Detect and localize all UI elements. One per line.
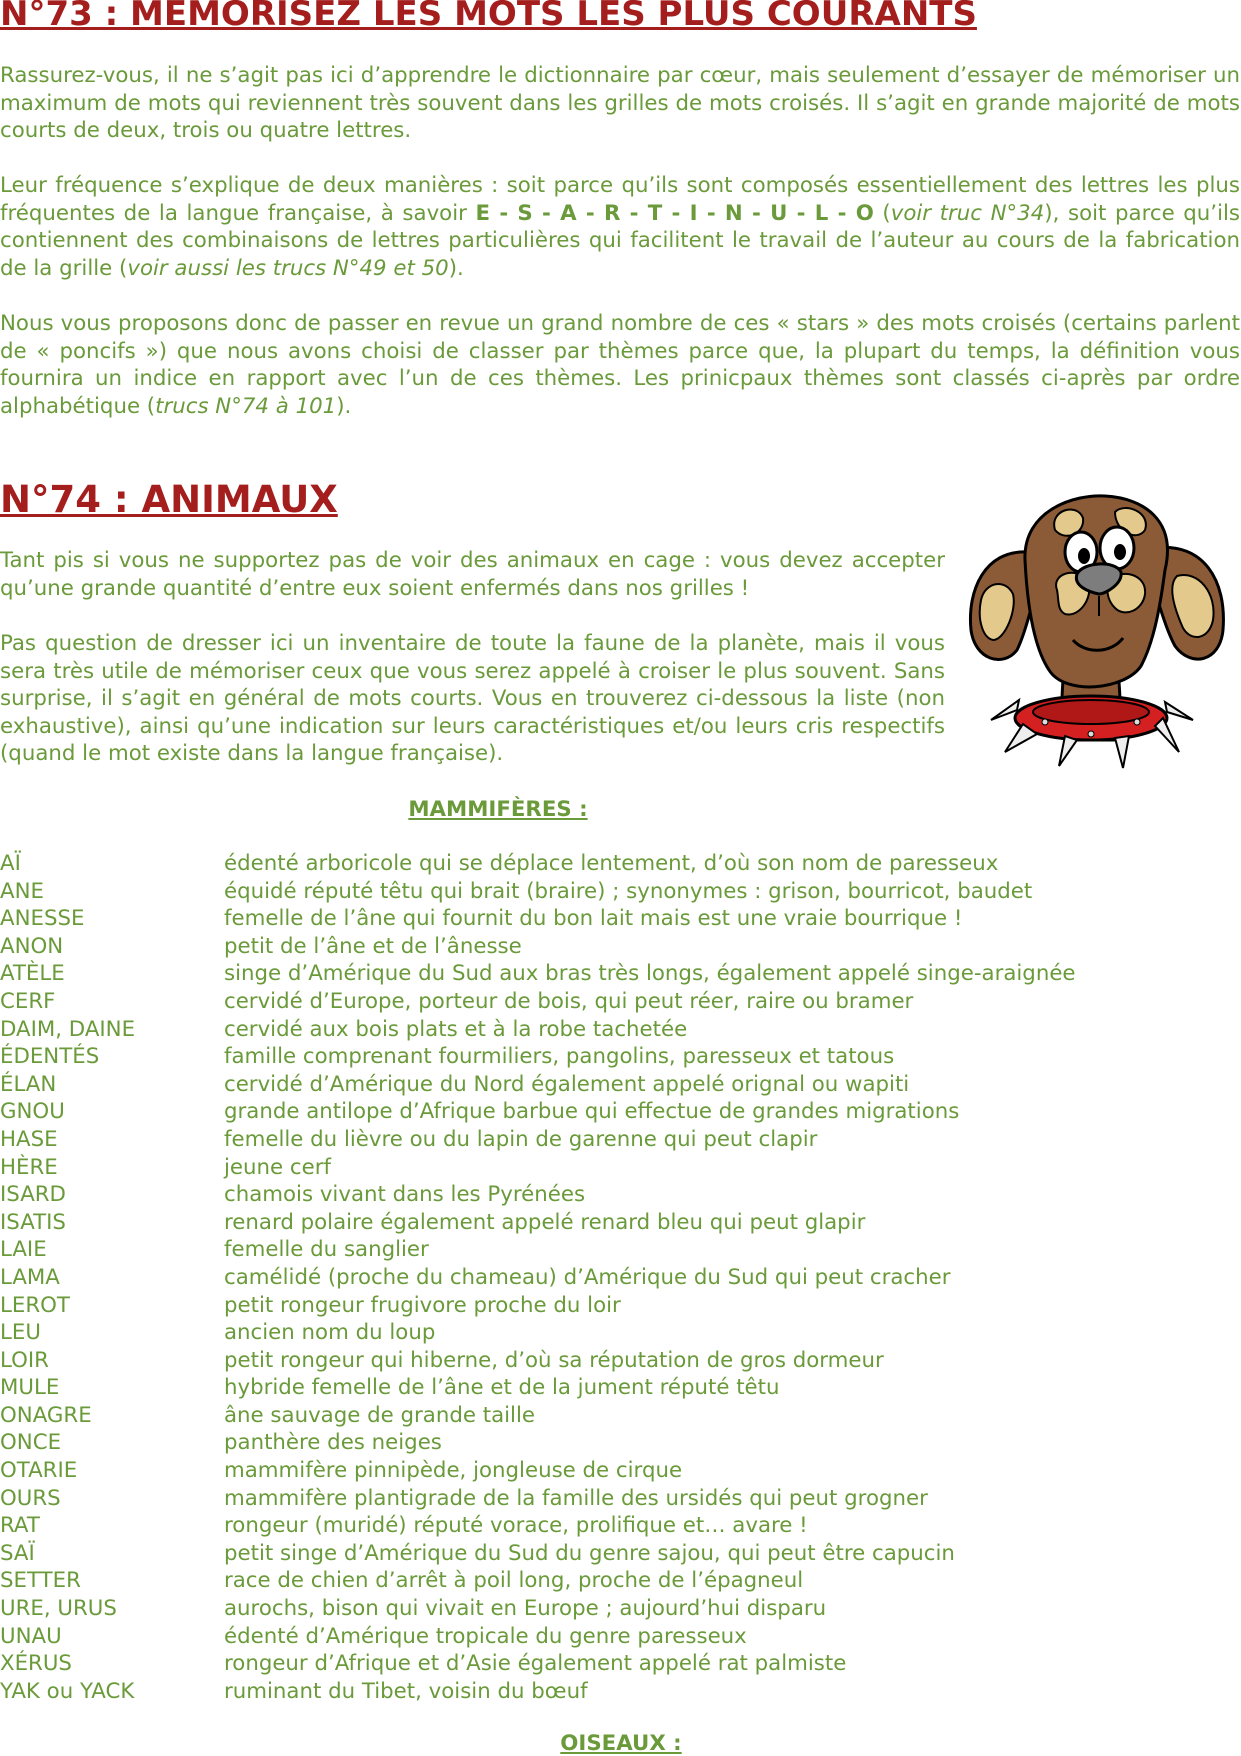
- paragraph-animals-1: Tant pis si vous ne supportez pas de voir des animaux en cage : vous devez accepter qu’une grande quantité d’entre eux soient enfermés dans nos grilles !: [0, 548, 945, 601]
- list-item: [0, 1429, 1240, 1457]
- animal-term: ANON: [0, 933, 64, 959]
- collar-stud: [1042, 719, 1048, 725]
- animal-definition: équidé réputé têtu qui brait (braire) ; synonymes : grison, bourricot, baudet: [224, 878, 1033, 904]
- animal-term: LEROT: [0, 1292, 70, 1318]
- animal-term: DAIM, DAINE: [0, 1016, 136, 1042]
- animal-term: ONAGRE: [0, 1402, 92, 1428]
- animal-term: XÉRUS: [0, 1651, 72, 1677]
- animal-term: LEU: [0, 1320, 41, 1346]
- animal-definition: camélidé (proche du chameau) d’Amérique du Sud qui peut cracher: [224, 1264, 951, 1290]
- list-item: [0, 1126, 1240, 1154]
- list-item: [0, 1098, 1240, 1126]
- animal-term: SETTER: [0, 1568, 81, 1594]
- animal-definition: rongeur d’Afrique et d’Asie également appelé rat palmiste: [224, 1651, 847, 1677]
- collar-spike: [1059, 736, 1077, 766]
- heading-birds: OISEAUX :: [560, 1731, 682, 1756]
- animal-definition: ancien nom du loup: [224, 1320, 436, 1346]
- animal-term: ISARD: [0, 1182, 66, 1208]
- list-item: [0, 1512, 1240, 1540]
- animal-definition: singe d’Amérique du Sud aux bras très longs, également appelé singe-araignée: [224, 961, 1076, 987]
- reference-trick-34: voir truc N°34: [890, 200, 1045, 226]
- animal-definition: panthère des neiges: [224, 1430, 442, 1456]
- text: ), soit parce qu’ils contiennent des combinaisons de lettres particulières qui facilitent le travail de l’auteur au cours de la fabrication de la grille (: [0, 200, 1241, 281]
- paragraph-intro-1: Rassurez-vous, il ne s’agit pas ici d’apprendre le dictionnaire par cœur, mais seulement d’essayer de mémoriser un maximum de mots qui reviennent très souvent dans les grilles de mots croisés. Il s’agit en grande majorité de mots courts de deux, trois ou quatre lettres.: [0, 63, 1240, 144]
- animal-definition: cervidé d’Europe, porteur de bois, qui peut réer, raire ou bramer: [224, 988, 914, 1014]
- dog-collar-inner: [1033, 700, 1149, 724]
- list-item: [0, 933, 1240, 961]
- animal-definition: édenté d’Amérique tropicale du genre paresseux: [224, 1623, 747, 1649]
- reference-tricks-74-101: trucs N°74 à 101: [155, 393, 337, 419]
- list-item: [0, 1071, 1240, 1099]
- animal-term: RAT: [0, 1513, 40, 1539]
- reference-tricks-49-50: voir aussi les trucs N°49 et 50: [127, 255, 449, 281]
- animal-definition: cervidé aux bois plats et à la robe tachetée: [224, 1016, 688, 1042]
- animal-definition: chamois vivant dans les Pyrénées: [224, 1182, 586, 1208]
- list-item: [0, 850, 1240, 878]
- animal-term: CERF: [0, 988, 56, 1014]
- list-item: [0, 1016, 1240, 1044]
- animal-definition: femelle de l’âne qui fournit du bon lait mais est une vraie bourrique !: [224, 906, 963, 932]
- list-item: [0, 1457, 1240, 1485]
- animal-term: HÈRE: [0, 1154, 58, 1180]
- list-item: [0, 1264, 1240, 1292]
- animal-term: URE, URUS: [0, 1596, 117, 1622]
- animal-term: ONCE: [0, 1430, 62, 1456]
- animal-definition: aurochs, bison qui vivait en Europe ; aujourd’hui disparu: [224, 1596, 827, 1622]
- animal-definition: édenté arboricole qui se déplace lentement, d’où son nom de paresseux: [224, 851, 999, 876]
- list-item: [0, 1292, 1240, 1320]
- animal-term: ANESSE: [0, 906, 85, 932]
- animal-definition: petit rongeur frugivore proche du loir: [224, 1292, 621, 1318]
- animal-term: ÉLAN: [0, 1071, 57, 1097]
- animal-definition: grande antilope d’Afrique barbue qui effectue de grandes migrations: [224, 1099, 960, 1125]
- animal-definition: rongeur (muridé) réputé vorace, prolifique et… avare !: [224, 1513, 808, 1539]
- frequent-letters: E - S - A - R - T - I - N - U - L - O: [475, 200, 874, 226]
- collar-stud: [1134, 719, 1140, 725]
- animal-term: OTARIE: [0, 1458, 78, 1484]
- animal-term: ATÈLE: [0, 961, 65, 987]
- animal-term: LAIE: [0, 1237, 47, 1263]
- list-item: [0, 988, 1240, 1016]
- dog-pupil: [1078, 548, 1090, 564]
- list-item: [0, 1650, 1240, 1678]
- heading-mammals: MAMMIFÈRES :: [408, 797, 588, 822]
- animal-term: AÏ: [0, 851, 21, 876]
- animal-definition: famille comprenant fourmiliers, pangolins, paresseux et tatous: [224, 1044, 895, 1070]
- animal-term: GNOU: [0, 1099, 65, 1125]
- list-item: [0, 960, 1240, 988]
- text: ).: [336, 393, 352, 419]
- animal-term: OURS: [0, 1485, 61, 1511]
- animal-term: MULE: [0, 1375, 60, 1401]
- list-item: [0, 1595, 1240, 1623]
- animal-definition: petit singe d’Amérique du Sud du genre sajou, qui peut être capucin: [224, 1540, 955, 1566]
- animal-term: YAK ou YACK: [0, 1678, 135, 1704]
- animal-term: ANE: [0, 878, 44, 904]
- list-item: [0, 1623, 1240, 1651]
- list-item: [0, 1540, 1240, 1568]
- collar-stud: [1088, 731, 1094, 737]
- list-item: [0, 1402, 1240, 1430]
- list-item: [0, 1319, 1240, 1347]
- list-item: [0, 1678, 1240, 1706]
- list-item: [0, 1485, 1240, 1513]
- animal-definition: jeune cerf: [224, 1154, 331, 1180]
- list-item: [0, 1236, 1240, 1264]
- animal-definition: petit de l’âne et de l’ânesse: [224, 933, 522, 959]
- paragraph-intro-3: [0, 310, 1240, 420]
- animal-term: UNAU: [0, 1623, 62, 1649]
- mammals-list: [0, 850, 1240, 1705]
- animal-definition: mammifère plantigrade de la famille des ursidés qui peut grogner: [224, 1485, 928, 1511]
- animal-definition: cervidé d’Amérique du Nord également appelé orignal ou wapiti: [224, 1071, 910, 1097]
- animal-term: LAMA: [0, 1264, 60, 1290]
- collar-spike: [1165, 702, 1193, 720]
- list-item: [0, 1181, 1240, 1209]
- text: Nous vous proposons donc de passer en revue un grand nombre de ces « stars » des mots croisés (certains parlent de « poncifs ») que nous avons choisi de classer par thèmes parce que, la plupart du temps, la définition vous fournira un indice en rapport avec l’un de ces thèmes. Les prinicpaux thèmes sont classés ci-après par ordre alphabétique (: [0, 311, 1240, 419]
- list-item: [0, 905, 1240, 933]
- list-item: [0, 1374, 1240, 1402]
- list-item: [0, 1209, 1240, 1237]
- list-item: [0, 1043, 1240, 1071]
- text: ).: [448, 255, 464, 281]
- collar-spike: [1155, 718, 1179, 752]
- paragraph-intro-2: [0, 172, 1240, 282]
- title-n73: N°73 : MEMORISEZ LES MOTS LES PLUS COURANTS: [0, 0, 977, 34]
- animal-definition: hybride femelle de l’âne et de la jument réputé têtu: [224, 1375, 780, 1401]
- text: (: [873, 200, 891, 226]
- list-item: [0, 1347, 1240, 1375]
- animal-definition: race de chien d’arrêt à poil long, proche de l’épagneul: [224, 1568, 804, 1594]
- text: Leur fréquence s’explique de deux manières : soit parce qu’ils sont composés essentiellement des lettres les plus fréquentes de la langue française, à savoir: [0, 173, 1240, 226]
- list-item: [0, 878, 1240, 906]
- animal-definition: femelle du lièvre ou du lapin de garenne qui peut clapir: [224, 1126, 818, 1152]
- animal-term: ISATIS: [0, 1209, 66, 1235]
- dog-pupil: [1114, 544, 1126, 560]
- animal-term: ÉDENTÉS: [0, 1044, 100, 1070]
- animal-definition: âne sauvage de grande taille: [224, 1402, 535, 1428]
- animal-definition: renard polaire également appelé renard bleu qui peut glapir: [224, 1209, 866, 1235]
- title-n74: N°74 : ANIMAUX: [0, 478, 338, 521]
- list-item: [0, 1154, 1240, 1182]
- animal-definition: ruminant du Tibet, voisin du bœuf: [224, 1678, 588, 1704]
- dog-illustration: [965, 490, 1230, 770]
- collar-spike: [1115, 736, 1129, 768]
- animal-definition: petit rongeur qui hiberne, d’où sa réputation de gros dormeur: [224, 1347, 884, 1373]
- animal-definition: femelle du sanglier: [224, 1237, 429, 1263]
- animal-term: HASE: [0, 1126, 58, 1152]
- animal-term: LOIR: [0, 1347, 49, 1373]
- list-item: [0, 1567, 1240, 1595]
- animal-term: SAÏ: [0, 1540, 35, 1566]
- paragraph-animals-2: Pas question de dresser ici un inventaire de toute la faune de la planète, mais il vous sera très utile de mémoriser ceux que vous serez appelé à croiser le plus souvent. Sans surprise, il s’agit en général de mots courts. Vous en trouverez ci-dessous la liste (non exhaustive), ainsi qu’une indication sur leurs caractéristiques et/ou leurs cris respectifs (quand le mot existe dans la langue française).: [0, 631, 945, 767]
- animal-definition: mammifère pinnipède, jongleuse de cirque: [224, 1458, 683, 1484]
